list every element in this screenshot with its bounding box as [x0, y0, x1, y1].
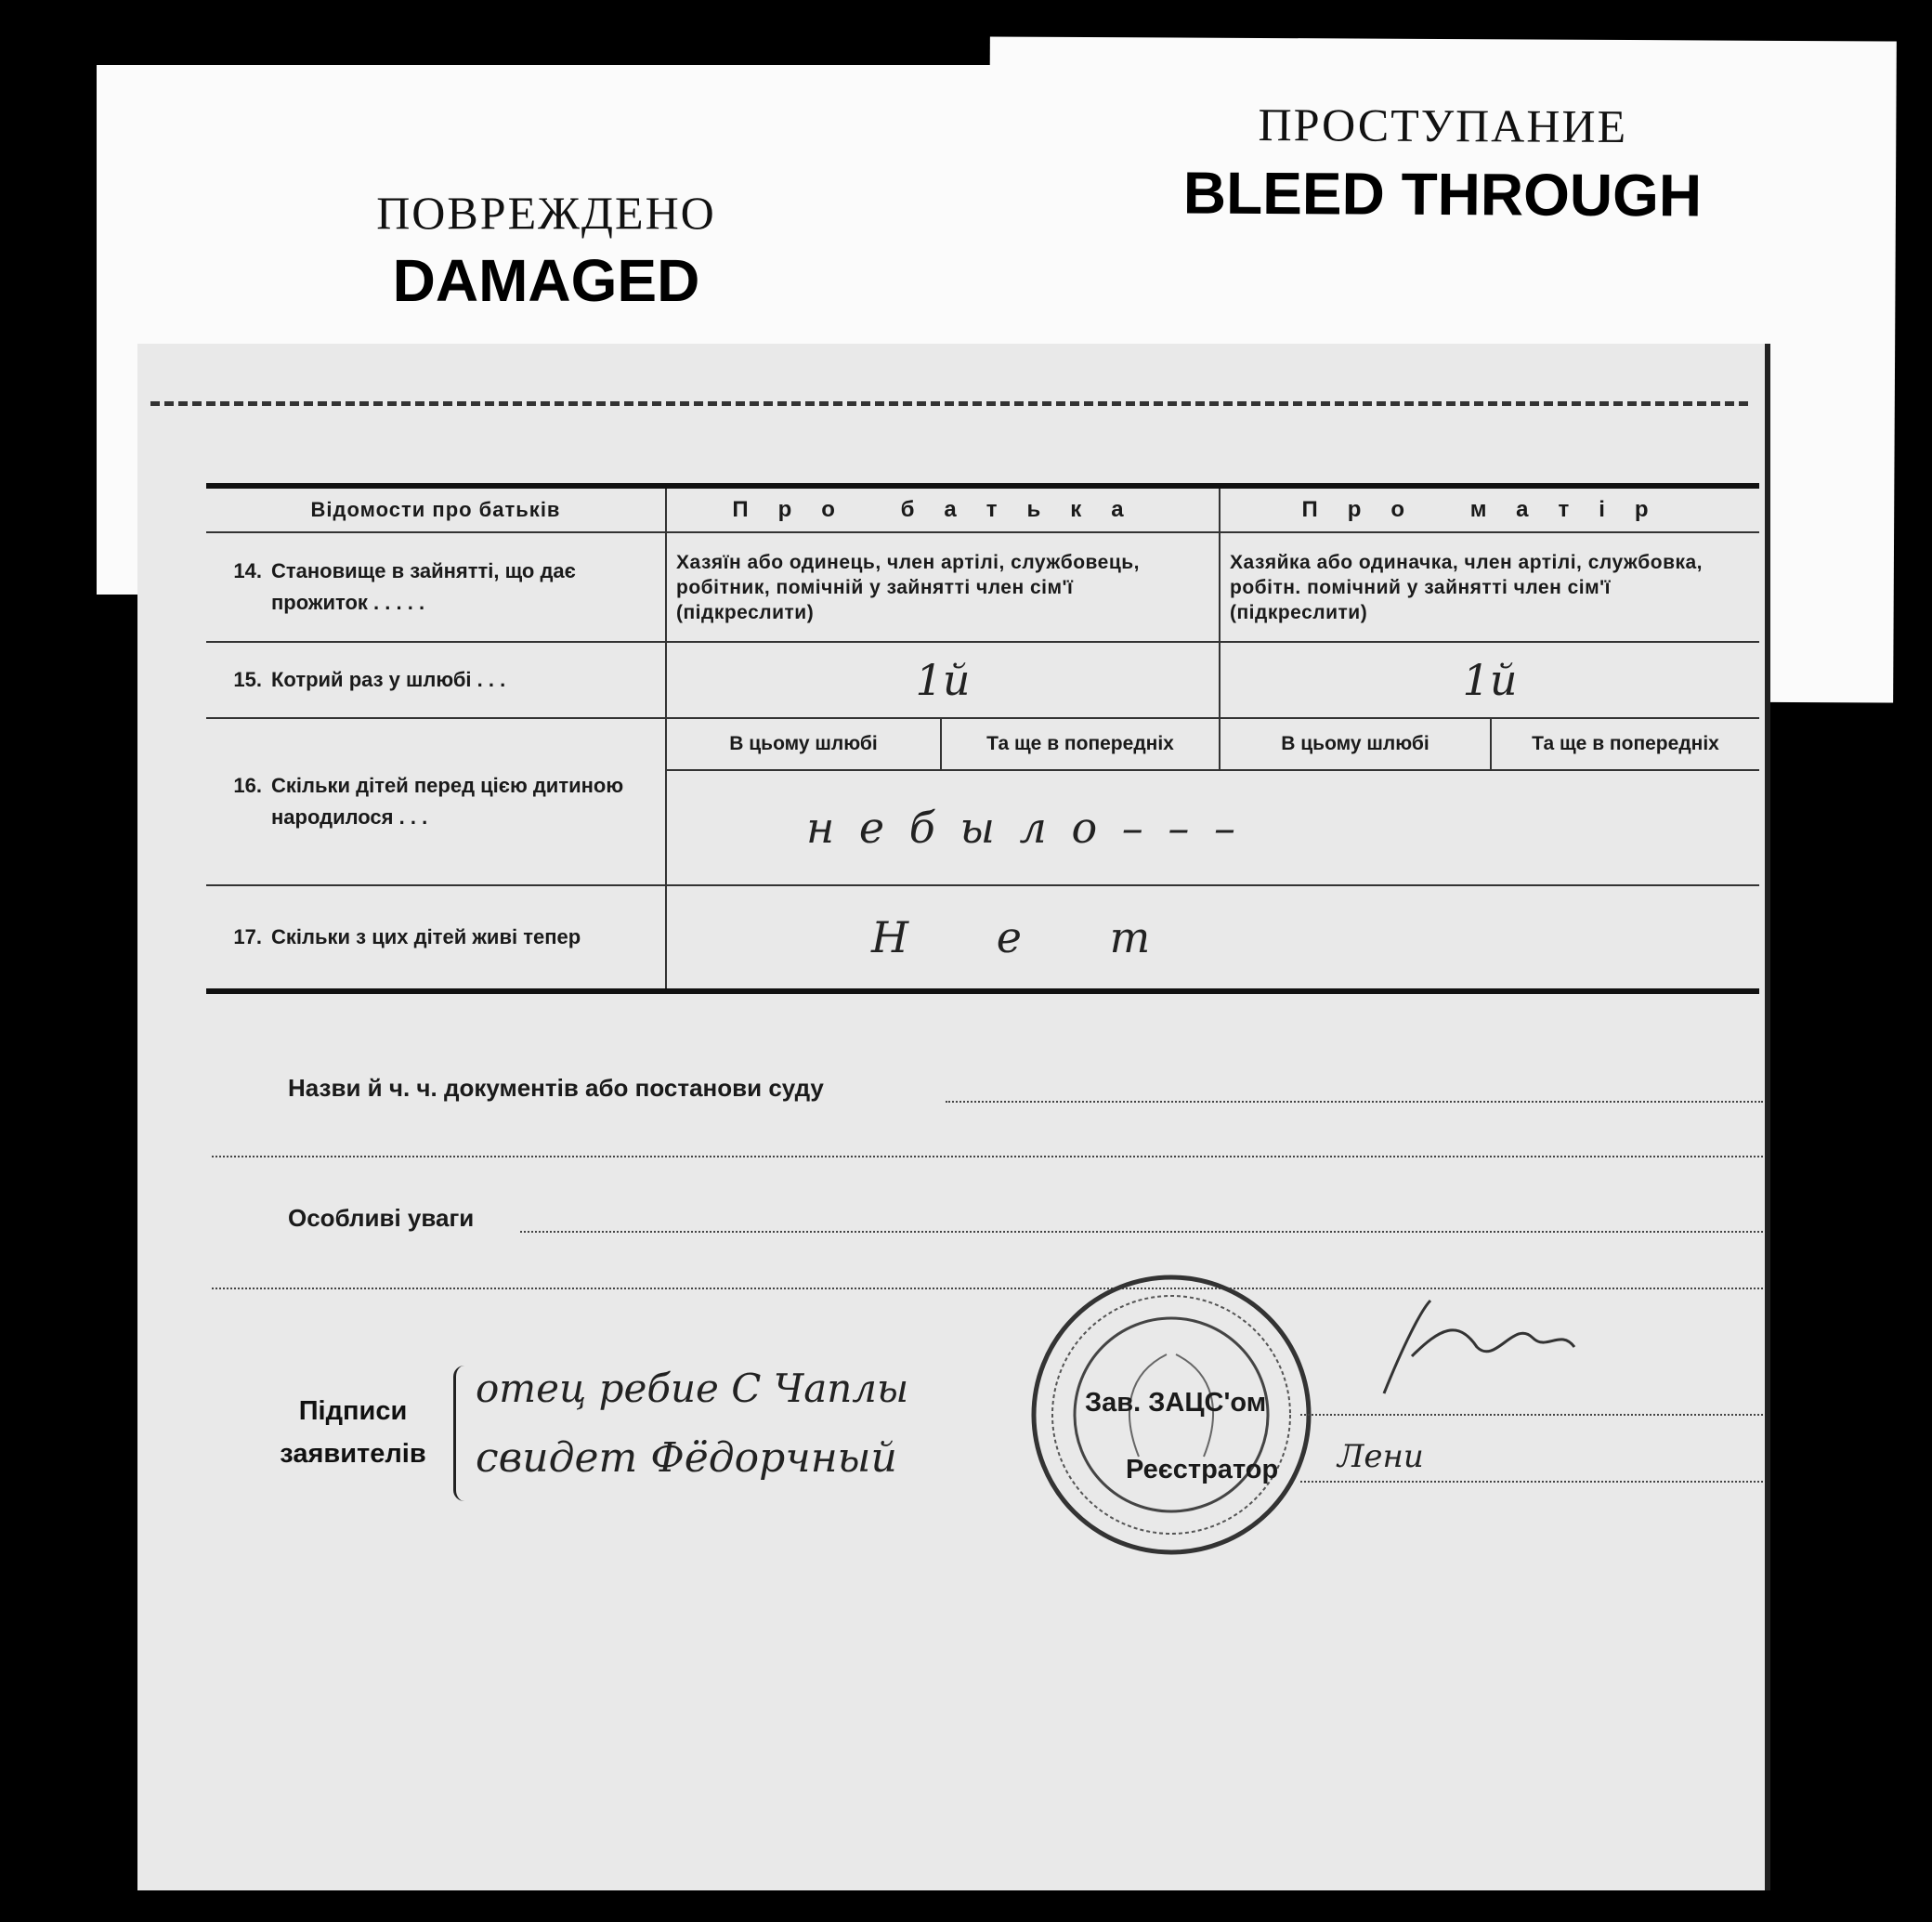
registrar-label: Реєстратор [1126, 1455, 1279, 1484]
q16-value: н е б ы л о – – – [666, 770, 1759, 885]
q16-number: 16. [233, 774, 262, 797]
applicant-signature-1: отец ребие С Чаплы [476, 1366, 909, 1411]
q15-label: Котрий раз у шлюбі . . . [271, 668, 506, 691]
q17-number: 17. [233, 925, 262, 948]
bleed-through-label-en: BLEED THROUGH [1182, 159, 1703, 229]
head-signature-mark [1375, 1291, 1579, 1403]
signatures-caption [269, 1390, 437, 1475]
registrar-line [1300, 1481, 1763, 1483]
father-this-marriage-header: В цьому шлюбі [666, 718, 941, 770]
father-previous-header: Та ще в попередніх [941, 718, 1220, 770]
documents-line [946, 1101, 1763, 1103]
subheader-row [206, 718, 1759, 770]
q15-father-value: 1й [666, 642, 1220, 718]
signatures-caption-line2: заявителів [280, 1439, 426, 1469]
notes-line [520, 1231, 1763, 1233]
notes-label: Особливі уваги [288, 1204, 475, 1232]
q14-father-options: Хазяїн або одинець, член артілі, службовець, робітник, помічній у зайнятті член сім'ї (підкреслити) [666, 532, 1220, 642]
q15-number: 15. [233, 668, 262, 691]
registrar-signature: Лени [1338, 1438, 1424, 1475]
row-14 [206, 532, 1759, 642]
q14-number: 14. [233, 559, 262, 582]
parents-info-table [206, 483, 1759, 994]
header-parents-info: Відомости про батьків [206, 486, 666, 532]
head-of-registry-label: Зав. ЗАЦС'ом [1085, 1388, 1267, 1418]
q15-mother-value: 1й [1220, 642, 1759, 718]
damaged-label-ru: ПОВРЕЖДЕНО [376, 187, 716, 239]
table-header-row [206, 486, 1759, 532]
header-about-mother: Про матір [1220, 486, 1759, 532]
q17-label: Скільки з цих дітей живі тепер [271, 925, 581, 948]
q17-value: Н е т [666, 885, 1759, 991]
q16-label: Скільки дітей перед цією дитиною народилося . . . [271, 774, 624, 829]
documents-label: Назви й ч. ч. документів або постанови суду [288, 1074, 824, 1102]
q14-label: Становище в зайнятті, що дає прожиток . . . . . [271, 559, 576, 614]
bleed-through-label-ru: ПРОСТУПАНИЕ [1258, 98, 1628, 153]
header-about-father: Про батька [666, 486, 1220, 532]
signature-brace [453, 1366, 469, 1501]
documents-line-2 [212, 1156, 1763, 1157]
head-of-registry-line [1300, 1414, 1763, 1416]
mother-previous-header: Та ще в попередніх [1491, 718, 1759, 770]
q14-mother-options: Хазяйка або одиначка, член артілі, службовка, робітн. помічний у зайнятті член сім'ї (підкреслити) [1220, 532, 1759, 642]
signatures-caption-line1: Підписи [298, 1396, 408, 1426]
row-17 [206, 885, 1759, 991]
applicant-signature-2: свидет Фёдорчный [476, 1434, 897, 1482]
notes-line-2 [212, 1288, 1763, 1289]
perforation-line [150, 401, 1748, 406]
mother-this-marriage-header: В цьому шлюбі [1220, 718, 1491, 770]
row-15 [206, 642, 1759, 718]
damaged-label-en: DAMAGED [392, 247, 700, 314]
